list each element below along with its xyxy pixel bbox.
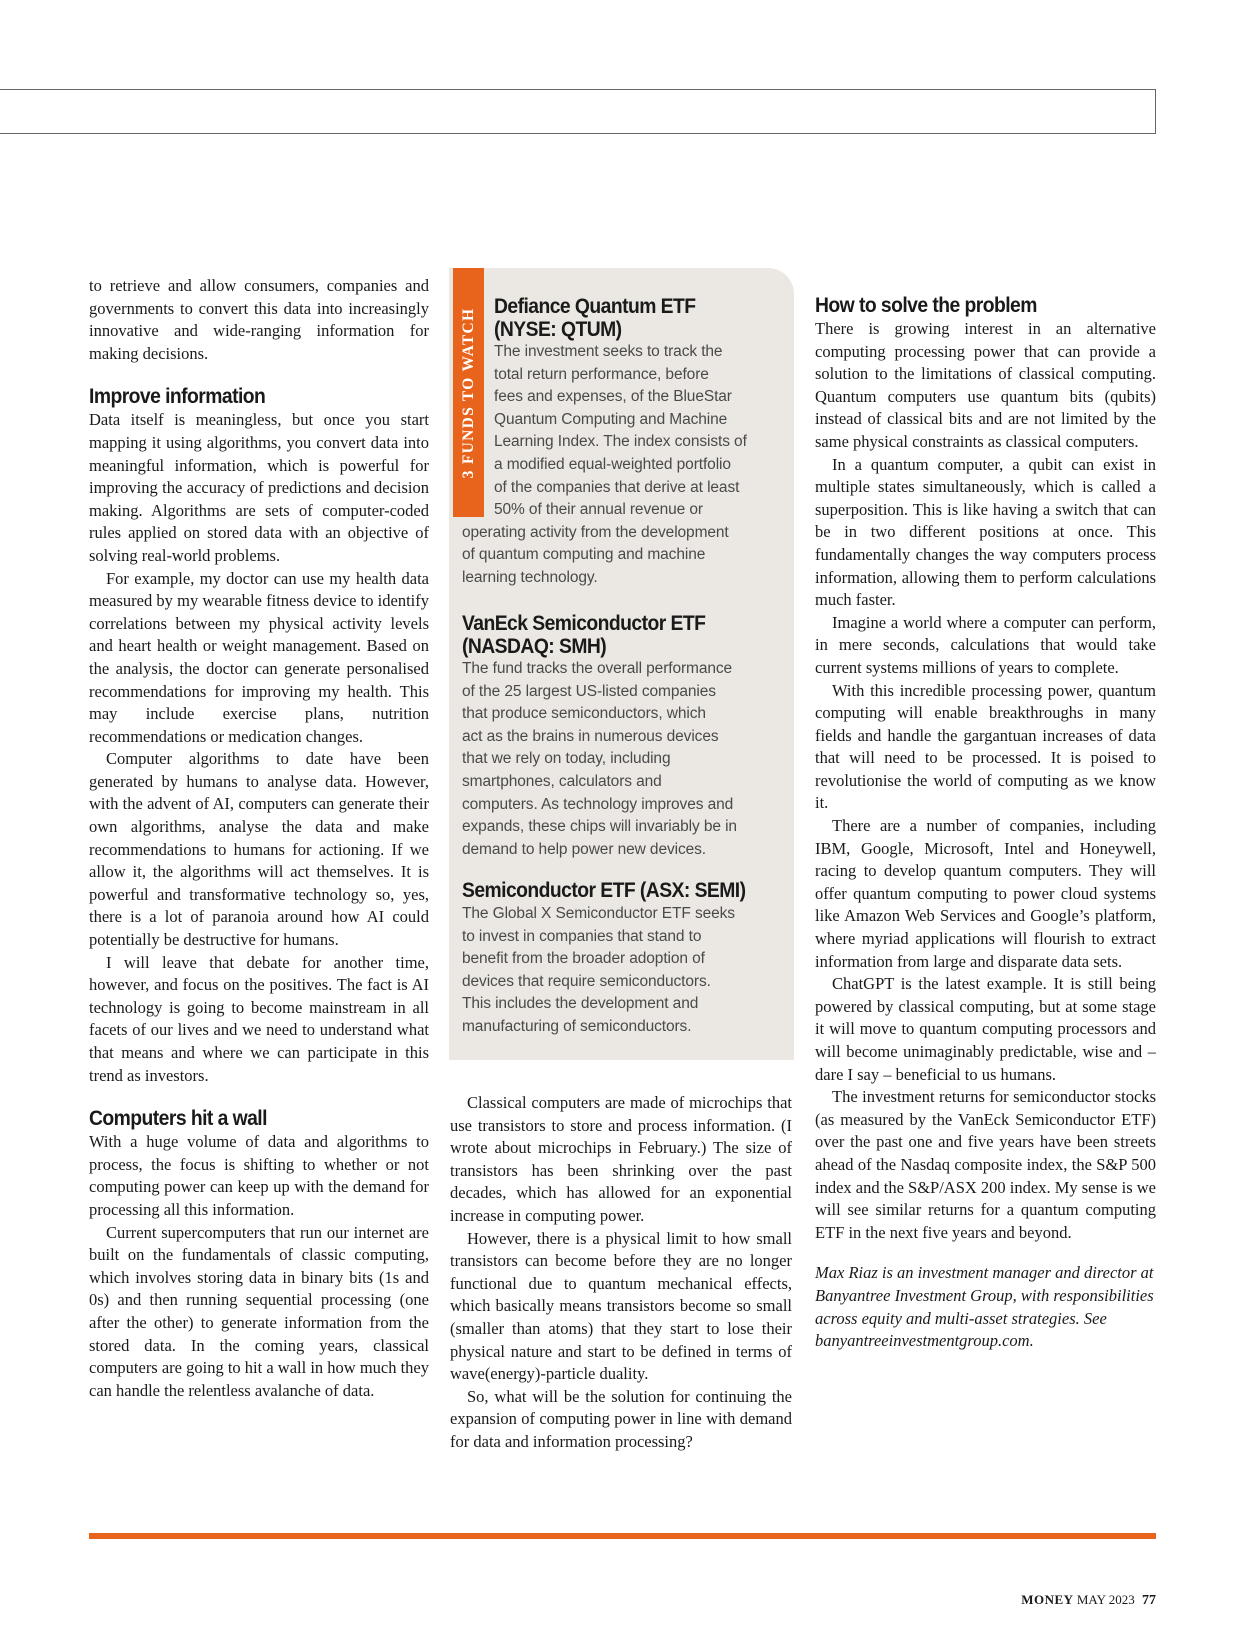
- paragraph: Classical computers are made of microchips that use transistors to store and process information. (I wrote about microchips in February.) The size of transistors has been shrinking over the past decades, which has allowed for an exponential increase in computing power.: [450, 1093, 792, 1225]
- fund2-line: computers. As technology improves and: [462, 795, 734, 813]
- fund2-line: that we rely on today, including: [462, 750, 671, 768]
- paragraph: In a quantum computer, a qubit can exist in multiple states simultaneously, which is called a superposition. This is like having a switch that can be in two different positions at once. This fundamentally changes the way computers process information, allowing them to perform calculations much faster.: [815, 454, 1156, 610]
- magazine-name: MONEY: [1021, 1592, 1074, 1607]
- footer-rule: [89, 1533, 1156, 1539]
- fund3-line: benefit from the broader adoption of: [462, 950, 705, 968]
- paragraph: With a huge volume of data and algorithms to process, the focus is shifting to whether or not computing power can keep up with the demand for processing all this information.: [89, 1132, 429, 1219]
- fund2-line: The fund tracks the overall performance: [462, 660, 733, 677]
- heading-how-to-solve-the-problem: How to solve the problem: [815, 294, 1037, 317]
- fund1-name: [494, 295, 696, 341]
- fund2-line: expands, these chips will invariably be in: [462, 818, 737, 836]
- paragraph: There are a number of companies, including IBM, Google, Microsoft, Intel and Honeywell, racing to develop quantum computers. They will offer quantum computing to power cloud systems like Amazon Web Services and Google’s platform, where myriad applications will flourish to extract information from large and disparate data sets.: [815, 816, 1156, 971]
- fund3-line: The Global X Semiconductor ETF seeks: [462, 905, 735, 922]
- fund3-line: to invest in companies that stand to: [462, 927, 702, 945]
- right-column: [815, 293, 1156, 1353]
- fund2-line: act as the brains in numerous devices: [462, 727, 719, 745]
- fund3-line: manufacturing of semiconductors.: [462, 1017, 692, 1035]
- fund3-description: [462, 903, 735, 1039]
- heading-improve-information: Improve information: [89, 385, 266, 409]
- top-frame-box: [0, 89, 1156, 134]
- page-number: 77: [1142, 1593, 1156, 1608]
- fund3-line: This includes the development and: [462, 995, 699, 1013]
- fund1-line: a modified equal-weighted portfolio: [494, 455, 731, 473]
- fund1-line: 50% of their annual revenue or: [494, 501, 703, 519]
- paragraph: The investment returns for semiconductor stocks (as measured by the VanEck Semiconductor ETF) over the past one and five years have been streets ahead of the Nasdaq composite index, the S&P 500 index and the S&P/ASX 200 index. My sense is we will see similar returns for a quantum computing ETF in the next five years and beyond.: [815, 1087, 1156, 1242]
- paragraph: Computer algorithms to date have been generated by humans to analyse data. However, with the advent of AI, computers can generate their own algorithms, analyse the data and make recommendations to humans for actioning. If we allow it, the algorithms will act themselves. It is powerful and transformative technology so, yes, there is a lot of paranoia around how AI could potentially be destructive for humans.: [89, 749, 429, 950]
- fund1-description: [462, 341, 747, 590]
- fund1-line: of the companies that derive at least: [494, 478, 740, 496]
- issue-date: MAY 2023: [1076, 1592, 1135, 1607]
- fund1-line: fees and expenses, of the BlueStar: [494, 388, 732, 406]
- left-column: [89, 275, 429, 1402]
- fund2-line: smartphones, calculators and: [462, 772, 662, 790]
- paragraph: With this incredible processing power, quantum computing will enable breakthroughs in many fields and handle the gargantuan increases of data that will need to be processed. It is poised to revolutionise the world of computing as we know it.: [815, 680, 1156, 813]
- fund1-line: total return performance, before: [494, 365, 709, 383]
- paragraph: Imagine a world where a computer can perform, in mere seconds, calculations that would take current systems millions of years to complete.: [815, 612, 1156, 677]
- fund1-line: Learning Index. The index consists of: [494, 433, 747, 451]
- fund1-line: of quantum computing and machine: [462, 546, 706, 564]
- fund2-description: [462, 658, 737, 861]
- fund1-line: The investment seeks to track the: [494, 343, 723, 360]
- fund1-line: operating activity from the development: [462, 523, 729, 541]
- paragraph: For example, my doctor can use my health data measured by my wearable fitness device to identify correlations between my physical activity levels and heart health or weight management. Based on the analysis, the doctor can generate personalised recommendations for improving my health. This may include exercise plans, nutrition recommendations or medication changes.: [89, 568, 429, 746]
- paragraph: Data itself is meaningless, but once you start mapping it using algorithms, you convert data into meaningful information, which is powerful for improving the accuracy of predictions and decision making. Algorithms are sets of computer-coded rules applied on stored data with an objective of solving real-world problems.: [89, 410, 429, 565]
- page-folio: [1021, 1592, 1156, 1609]
- fund3-name: Semiconductor ETF (ASX: SEMI): [462, 879, 746, 902]
- author-byline: Max Riaz is an investment manager and director at Banyantree Investment Group, with responsibilities across equity and multi-asset strategies. See banyantreeinvestmentgroup.com.: [815, 1263, 1154, 1351]
- paragraph: So, what will be the solution for continuing the expansion of computing power in line with demand for data and information processing?: [450, 1386, 792, 1451]
- intro-paragraph: to retrieve and allow consumers, companies and governments to convert this data into increasingly innovative and wide-ranging information for making decisions.: [89, 276, 429, 363]
- fund2-ticker: (NASDAQ: SMH): [462, 635, 607, 658]
- fund3-line: devices that require semiconductors.: [462, 972, 711, 990]
- fund2-name: [462, 612, 705, 658]
- fund2-line: that produce semiconductors, which: [462, 705, 706, 723]
- fund2-line: demand to help power new devices.: [462, 840, 706, 858]
- paragraph: ChatGPT is the latest example. It is still being powered by classical computing, but at some stage it will move to quantum computing processors and will become unimaginably predictable, wise and – dare I say – beneficial to us humans.: [815, 974, 1156, 1084]
- fund1-line: learning technology.: [462, 568, 598, 586]
- paragraph: I will leave that debate for another time, however, and focus on the positives. The fact is AI technology is going to become mainstream in all facets of our lives and we need to understand what that means and where we can participate in this trend as investors.: [89, 952, 429, 1085]
- fund1-line: Quantum Computing and Machine: [494, 410, 728, 428]
- middle-column: [450, 1092, 792, 1454]
- fund1-name-line: Defiance Quantum ETF: [494, 295, 696, 318]
- fund2-name-line: VanEck Semiconductor ETF: [462, 612, 706, 635]
- funds-to-watch-label: 3 FUNDS TO WATCH: [459, 307, 477, 478]
- paragraph: Current supercomputers that run our internet are built on the fundamentals of classic computing, which involves storing data in binary bits (1s and 0s) and then running sequential processing (one after the other) to generate information from the stored data. In the coming years, classical computers are going to hit a wall in how much they can handle the relentless avalanche of data.: [89, 1222, 430, 1400]
- paragraph: There is growing interest in an alternative computing processing power that can provide a solution to the limitations of classical computing. Quantum computers use quantum bits (qubits) instead of classical bits and are not limited by the same physical constraints as classical computers.: [815, 319, 1156, 451]
- fund2-line: of the 25 largest US-listed companies: [462, 682, 716, 700]
- paragraph: However, there is a physical limit to how small transistors can become before they are no longer functional due to quantum mechanical effects, which basically means transistors become so small (smaller than atoms) that they start to lose their physical nature and start to be defined in terms of wave(energy)-particle duality.: [450, 1228, 792, 1384]
- heading-computers-hit-a-wall: Computers hit a wall: [89, 1107, 267, 1131]
- fund1-ticker: (NYSE: QTUM): [494, 318, 622, 341]
